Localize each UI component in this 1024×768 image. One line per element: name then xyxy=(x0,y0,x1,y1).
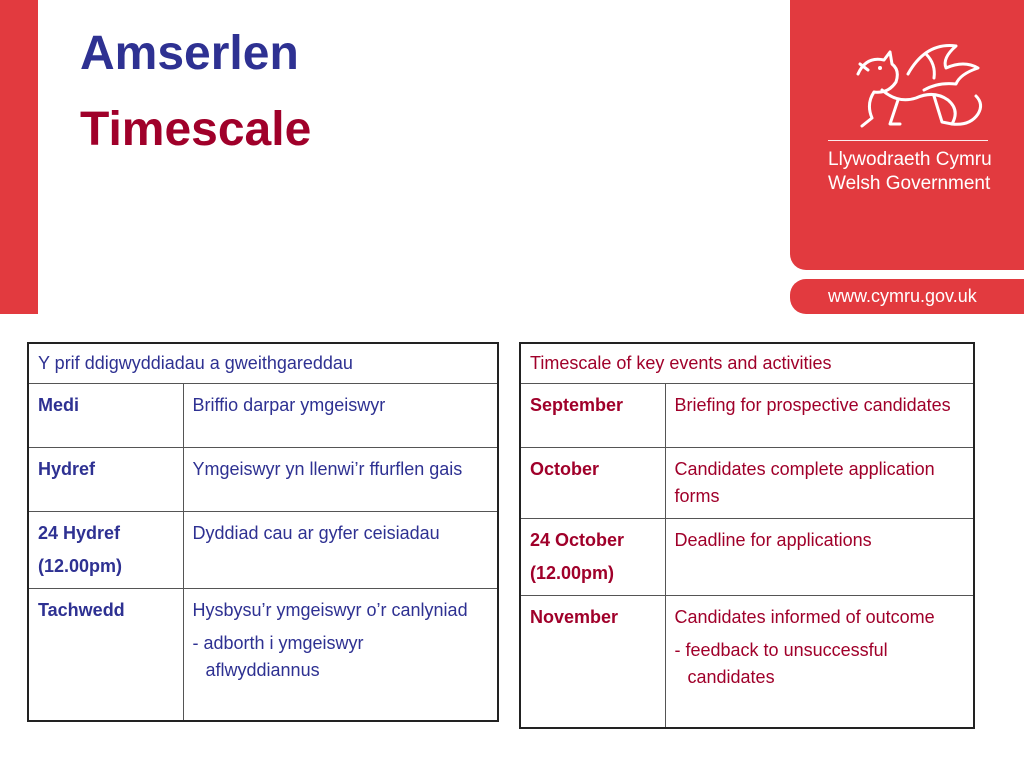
event-date xyxy=(28,512,183,589)
website-url-bar xyxy=(790,279,1024,314)
date-line: 24 October xyxy=(530,530,625,550)
event-date xyxy=(520,384,665,448)
table-header-row xyxy=(520,343,974,384)
event-description xyxy=(183,589,498,721)
description-subline: aflwyddiannus xyxy=(205,660,320,680)
event-description xyxy=(183,448,498,512)
table-row xyxy=(28,589,498,721)
time-line: (12.00pm) xyxy=(38,556,123,576)
table-row xyxy=(520,596,974,728)
description-subline: - feedback to unsuccessful xyxy=(674,640,888,660)
table-row xyxy=(520,384,974,448)
description-subline: candidates xyxy=(687,667,775,687)
description-line: Candidates complete application forms xyxy=(674,459,935,506)
description-line: Hysbysu’r ymgeiswyr o’r canlyniad xyxy=(192,600,468,620)
dragon-icon xyxy=(838,34,988,134)
event-description xyxy=(665,519,974,596)
logo-name-english: Welsh Government xyxy=(828,173,991,194)
date-line: 24 Hydref xyxy=(38,523,121,543)
description-line: Briffio darpar ymgeiswyr xyxy=(192,395,386,415)
description-line: Ymgeiswyr yn llenwi’r ffurflen gais xyxy=(192,459,463,479)
event-description xyxy=(665,384,974,448)
description-line: Deadline for applications xyxy=(674,530,872,550)
event-description xyxy=(183,512,498,589)
event-date xyxy=(28,448,183,512)
event-date xyxy=(28,384,183,448)
page-title-english: Timescale xyxy=(80,103,312,156)
event-date xyxy=(520,519,665,596)
event-description xyxy=(183,384,498,448)
date-line: Hydref xyxy=(38,459,96,479)
description-line: Briefing for prospective candidates xyxy=(674,395,951,415)
timescale-table-english xyxy=(519,342,975,729)
website-url[interactable]: www.cymru.gov.uk xyxy=(828,286,977,306)
date-line: November xyxy=(530,607,619,627)
page-title-welsh: Amserlen xyxy=(80,27,299,80)
date-line: October xyxy=(530,459,600,479)
date-line: September xyxy=(530,395,624,415)
date-line: Medi xyxy=(38,395,80,415)
event-date xyxy=(520,448,665,519)
table-row xyxy=(520,519,974,596)
table-row xyxy=(28,512,498,589)
logo-divider xyxy=(828,140,988,141)
table-row xyxy=(520,448,974,519)
event-date xyxy=(28,589,183,721)
table-header: Timescale of key events and activities xyxy=(520,343,974,384)
description-subline: - adborth i ymgeiswyr xyxy=(192,633,364,653)
date-line: Tachwedd xyxy=(38,600,125,620)
table-row xyxy=(28,448,498,512)
logo-name-welsh: Llywodraeth Cymru xyxy=(828,149,992,170)
description-line: Dyddiad cau ar gyfer ceisiadau xyxy=(192,523,440,543)
timescale-table-welsh xyxy=(27,342,499,722)
table-row xyxy=(28,384,498,448)
welsh-government-logo xyxy=(790,0,1024,270)
event-date xyxy=(520,596,665,728)
table-header-row xyxy=(28,343,498,384)
description-line: Candidates informed of outcome xyxy=(674,607,935,627)
left-accent-bar xyxy=(0,0,38,314)
event-description xyxy=(665,596,974,728)
table-header: Y prif ddigwyddiadau a gweithgareddau xyxy=(28,343,498,384)
event-description xyxy=(665,448,974,519)
time-line: (12.00pm) xyxy=(530,563,615,583)
